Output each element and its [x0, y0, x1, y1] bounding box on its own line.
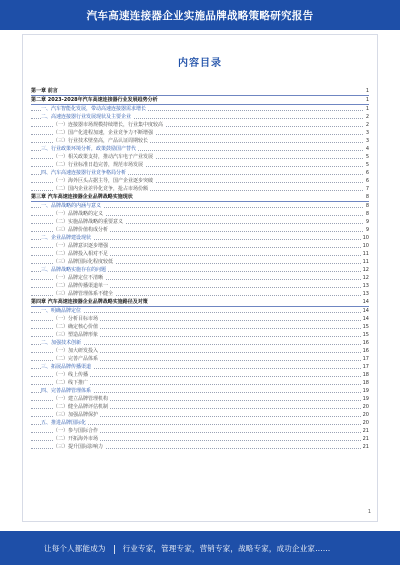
- toc-entry-label: （一）相关政策支持，推动汽车电子产业发展: [53, 154, 154, 160]
- toc-entry-page: 6: [365, 170, 369, 176]
- toc-entry-label: 一、汽车智能化发展，带动高速连接器需求增长: [41, 106, 147, 112]
- toc-entry-label: （一）海外巨头占据主导，国产企业逐步突破: [53, 178, 154, 184]
- toc-entry-label: 第三章 汽车高速连接器企业品牌战略实施现状: [31, 194, 133, 200]
- toc-entry-label: （三）品牌国际化程度较低: [53, 259, 114, 265]
- toc-entry-label: 四、汽车高速连接器行业竞争格局分析: [41, 170, 127, 176]
- toc-entry-label: （一）品牌战略的定义: [53, 211, 104, 217]
- toc-entry-label: （二）健全品牌评估机制: [53, 404, 109, 410]
- toc-title: 内容目录: [178, 58, 222, 69]
- toc-entry-label: 第四章 汽车高速连接器企业品牌战略实施路径及对策: [31, 299, 148, 305]
- toc-entry[interactable]: [31, 161, 369, 169]
- toc-entry[interactable]: [31, 307, 369, 315]
- toc-entry-label: （二）确定核心价值: [53, 324, 99, 330]
- toc-entry-page: 14: [362, 299, 369, 305]
- toc-entry-page: 16: [362, 340, 369, 346]
- toc-entry[interactable]: [31, 387, 369, 395]
- toc-entry-label: （二）国产化进程加速，企业竞争力不断增强: [53, 130, 154, 136]
- toc-entry[interactable]: [31, 347, 369, 355]
- toc-entry[interactable]: [31, 419, 369, 427]
- toc-entry-page: 6: [365, 178, 369, 184]
- toc-entry[interactable]: [31, 395, 369, 403]
- toc-entry-label: （一）连接器市场规模持续增长，行业集中度较高: [53, 122, 164, 128]
- toc-entry[interactable]: [31, 210, 369, 218]
- toc-entry-label: （三）提升国际影响力: [53, 444, 104, 450]
- toc-entry-label: 四、完善品牌管理体系: [41, 388, 92, 394]
- toc-entry[interactable]: [31, 435, 369, 443]
- toc-entry-label: （二）开拓海外市场: [53, 436, 99, 442]
- toc-entry[interactable]: [31, 443, 369, 451]
- toc-entry-label: 第二章 2023-2028年汽车高速连接器行业发展趋势分析: [31, 97, 158, 103]
- toc-entry-label: （二）完善产品体系: [53, 356, 99, 362]
- toc-entry[interactable]: [31, 274, 369, 282]
- toc-entry[interactable]: [31, 218, 369, 226]
- toc-entry-label: （二）实施品牌战略的重要意义: [53, 219, 124, 225]
- toc-entry-page: 4: [365, 146, 369, 152]
- toc-entry-page: 7: [365, 186, 369, 192]
- toc-entry[interactable]: [31, 96, 369, 105]
- toc-entry-page: 15: [362, 332, 369, 338]
- toc-entry-label: （二）线下推广: [53, 380, 89, 386]
- toc-entry-page: 1: [365, 97, 369, 103]
- toc-entry-page: 1: [365, 106, 369, 112]
- toc-entry-label: （一）品牌意识逐步增强: [53, 243, 109, 249]
- toc-entry[interactable]: [31, 137, 369, 145]
- toc-entry-page: 16: [362, 348, 369, 354]
- toc-entry-label: （二）品牌投入相对不足: [53, 251, 109, 257]
- toc-entry[interactable]: [31, 427, 369, 435]
- toc-entry-page: 18: [362, 380, 369, 386]
- toc-entry-label: （三）加强品牌保护: [53, 412, 99, 418]
- page-number: 1: [367, 509, 371, 515]
- toc-entry[interactable]: [31, 282, 369, 290]
- toc-entry-label: （三）行业技术壁垒高，产品认证周期较长: [53, 138, 149, 144]
- footer-text: [44, 543, 331, 554]
- toc-entry-page: 3: [365, 138, 369, 144]
- toc-entry-page: 12: [362, 267, 369, 273]
- toc-entry-page: 3: [365, 130, 369, 136]
- toc-entry-page: 20: [362, 404, 369, 410]
- toc-entry[interactable]: [31, 363, 369, 371]
- toc-entry-label: 二、高速连接器行业发展现状及主要企业: [41, 114, 132, 120]
- toc-entry[interactable]: [31, 169, 369, 177]
- toc-entry[interactable]: [31, 250, 369, 258]
- toc-entry[interactable]: [31, 185, 369, 193]
- toc-page: [22, 34, 378, 522]
- toc-entry-page: 12: [362, 275, 369, 281]
- toc-entry[interactable]: [31, 87, 369, 96]
- toc-entry-label: （一）加大研发投入: [53, 348, 99, 354]
- footer-slogan: 让每个人都能成为: [44, 544, 106, 553]
- footer-tagline: 行业专家，管理专家，营销专家，战略专家，成功企业家……: [122, 544, 331, 553]
- toc-entry-page: 21: [362, 428, 369, 434]
- toc-entry-page: 9: [365, 227, 369, 233]
- toc-entry[interactable]: [31, 355, 369, 363]
- toc-entry[interactable]: [31, 379, 369, 387]
- toc-entry-label: （一）参与国际合作: [53, 428, 99, 434]
- toc-entry-page: 1: [365, 88, 369, 94]
- toc-entry-page: 10: [362, 243, 369, 249]
- toc-entry[interactable]: [31, 145, 369, 153]
- toc-entry-label: （一）分析目标市场: [53, 316, 99, 322]
- toc-entry-label: （一）建立品牌管理机构: [53, 396, 109, 402]
- toc-entry[interactable]: [31, 153, 369, 161]
- report-title: 汽车高速连接器企业实施品牌战略策略研究报告: [86, 10, 314, 22]
- toc-entry-page: 14: [362, 308, 369, 314]
- toc-entry-label: （二）行业标准日趋完善，规范市场发展: [53, 162, 144, 168]
- toc-entry-label: （三）品牌价值构成分析: [53, 227, 109, 233]
- toc-entry-page: 17: [362, 364, 369, 370]
- toc-entry[interactable]: [31, 339, 369, 347]
- toc-entry[interactable]: [31, 242, 369, 250]
- toc-entry[interactable]: [31, 266, 369, 274]
- toc-entry[interactable]: [31, 177, 369, 185]
- toc-entry-label: 三、品牌战略实施存在的问题: [41, 267, 107, 273]
- toc-entry[interactable]: [31, 105, 369, 113]
- toc-entry-page: 2: [365, 114, 369, 120]
- toc-entry[interactable]: [31, 403, 369, 411]
- toc-entry-label: 三、拓展品牌传播渠道: [41, 364, 92, 370]
- toc-entry-label: 一、品牌战略的内涵与意义: [41, 203, 102, 209]
- toc-entry-page: 20: [362, 420, 369, 426]
- toc-entry-label: 第一章 前言: [31, 88, 58, 94]
- toc-entry-page: 13: [362, 283, 369, 289]
- toc-entry-label: 五、推进品牌国际化: [41, 420, 87, 426]
- toc-entry-label: （二）国内企业差异化竞争，抢占市场份额: [53, 186, 149, 192]
- toc-entry-page: 18: [362, 372, 369, 378]
- footer-separator: [114, 545, 115, 554]
- toc-list: [31, 87, 369, 451]
- toc-entry-label: （一）品牌定位不清晰: [53, 275, 104, 281]
- toc-entry-label: （一）线上传播: [53, 372, 89, 378]
- toc-entry[interactable]: [31, 226, 369, 234]
- toc-entry-label: 二、加强技术创新: [41, 340, 82, 346]
- toc-entry[interactable]: [31, 202, 369, 210]
- toc-entry-label: 三、行业政策环境分析，政策鼓励国产替代: [41, 146, 137, 152]
- toc-entry-page: 2: [365, 122, 369, 128]
- report-header: [0, 0, 400, 30]
- toc-entry-page: 10: [362, 235, 369, 241]
- toc-entry-page: 19: [362, 388, 369, 394]
- toc-entry-page: 5: [365, 154, 369, 160]
- toc-entry-page: 21: [362, 444, 369, 450]
- toc-entry-label: （二）品牌传播渠道单一: [53, 283, 109, 289]
- toc-entry-page: 14: [362, 316, 369, 322]
- toc-entry[interactable]: [31, 121, 369, 129]
- toc-entry-page: 5: [365, 162, 369, 168]
- toc-entry[interactable]: [31, 258, 369, 266]
- toc-entry-page: 21: [362, 436, 369, 442]
- toc-entry[interactable]: [31, 411, 369, 419]
- toc-entry-label: （三）塑造品牌形象: [53, 332, 99, 338]
- toc-entry-page: 11: [362, 259, 369, 265]
- toc-entry-page: 11: [362, 251, 369, 257]
- toc-entry[interactable]: [31, 331, 369, 339]
- toc-entry-page: 8: [365, 211, 369, 217]
- toc-entry-page: 17: [362, 356, 369, 362]
- toc-entry[interactable]: [31, 113, 369, 121]
- toc-entry[interactable]: [31, 315, 369, 323]
- toc-entry-page: 8: [365, 194, 369, 200]
- toc-entry-label: （三）品牌管理体系不健全: [53, 291, 114, 297]
- toc-entry-page: 19: [362, 396, 369, 402]
- toc-entry-page: 15: [362, 324, 369, 330]
- toc-entry[interactable]: [31, 298, 369, 307]
- toc-entry-label: 一、明确品牌定位: [41, 308, 82, 314]
- toc-entry[interactable]: [31, 234, 369, 242]
- toc-entry[interactable]: [31, 290, 369, 298]
- toc-entry[interactable]: [31, 193, 369, 202]
- toc-entry[interactable]: [31, 129, 369, 137]
- toc-entry-page: 9: [365, 219, 369, 225]
- toc-entry-page: 13: [362, 291, 369, 297]
- toc-entry-label: 二、企业品牌建设现状: [41, 235, 92, 241]
- toc-entry[interactable]: [31, 371, 369, 379]
- toc-entry[interactable]: [31, 323, 369, 331]
- toc-entry-page: 20: [362, 412, 369, 418]
- toc-entry-page: 8: [365, 203, 369, 209]
- report-footer: [0, 531, 400, 565]
